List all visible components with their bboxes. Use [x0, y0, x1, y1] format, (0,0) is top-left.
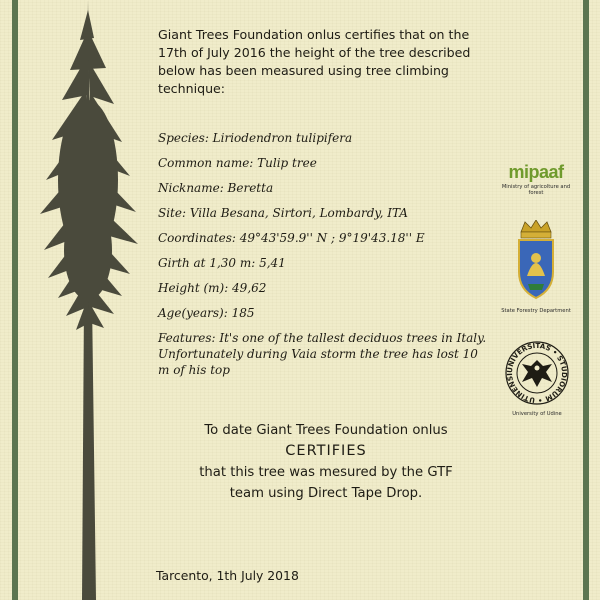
certification-line-1: To date Giant Trees Foundation onlus [204, 423, 448, 438]
mipaaf-logo [496, 162, 576, 196]
udine-caption: University of Udine [512, 411, 562, 417]
age-line: Age(years): 185 [158, 306, 255, 320]
certifies-heading: CERTIFIES [285, 443, 367, 459]
common-name-line: Common name: Tulip tree [158, 156, 317, 170]
forestry-crest-logo [494, 220, 578, 314]
university-seal-icon [504, 340, 570, 406]
university-seal-logo [498, 340, 576, 417]
place-and-date: Tarcento, 1th July 2018 [156, 568, 299, 583]
right-green-border [583, 0, 589, 600]
tree-silhouette-icon [18, 0, 158, 600]
coordinates-line: Coordinates: 49°43'59.9'' N ; 9°19'43.18'' E [158, 231, 425, 245]
forestry-crest-icon [513, 220, 559, 302]
nickname-line: Nickname: Beretta [158, 181, 274, 195]
certification-block [140, 420, 512, 504]
udine-ring-text: UNIVERSITAS • STUDIORUM • UTINENSI [505, 341, 569, 405]
intro-paragraph: Giant Trees Foundation onlus certifies that on the 17th of July 2016 the height of the tree described below has been measured using tree climbing technique: [158, 27, 471, 96]
site-line: Site: Villa Besana, Sirtori, Lombardy, ITA [158, 206, 408, 220]
tree-details [158, 130, 488, 378]
mipaaf-caption: Ministry of agricolture and forest [501, 184, 571, 196]
species-line: Species: Liriodendron tulipifera [158, 131, 353, 145]
forestry-caption: State Forestry Department [501, 308, 571, 314]
certification-line-3: team using Direct Tape Drop. [229, 486, 423, 501]
features-line: Features: It's one of the tallest deciduos trees in Italy. Unfortunately during Vaia storm the tree has lost 10 m of his top [158, 331, 487, 377]
mipaaf-wordmark: mipaaf [508, 162, 564, 182]
height-line: Height (m): 49,62 [158, 281, 267, 295]
certification-line-2: that this tree was mesured by the GTF [199, 465, 453, 480]
girth-line: Girth at 1,30 m: 5,41 [158, 256, 286, 270]
